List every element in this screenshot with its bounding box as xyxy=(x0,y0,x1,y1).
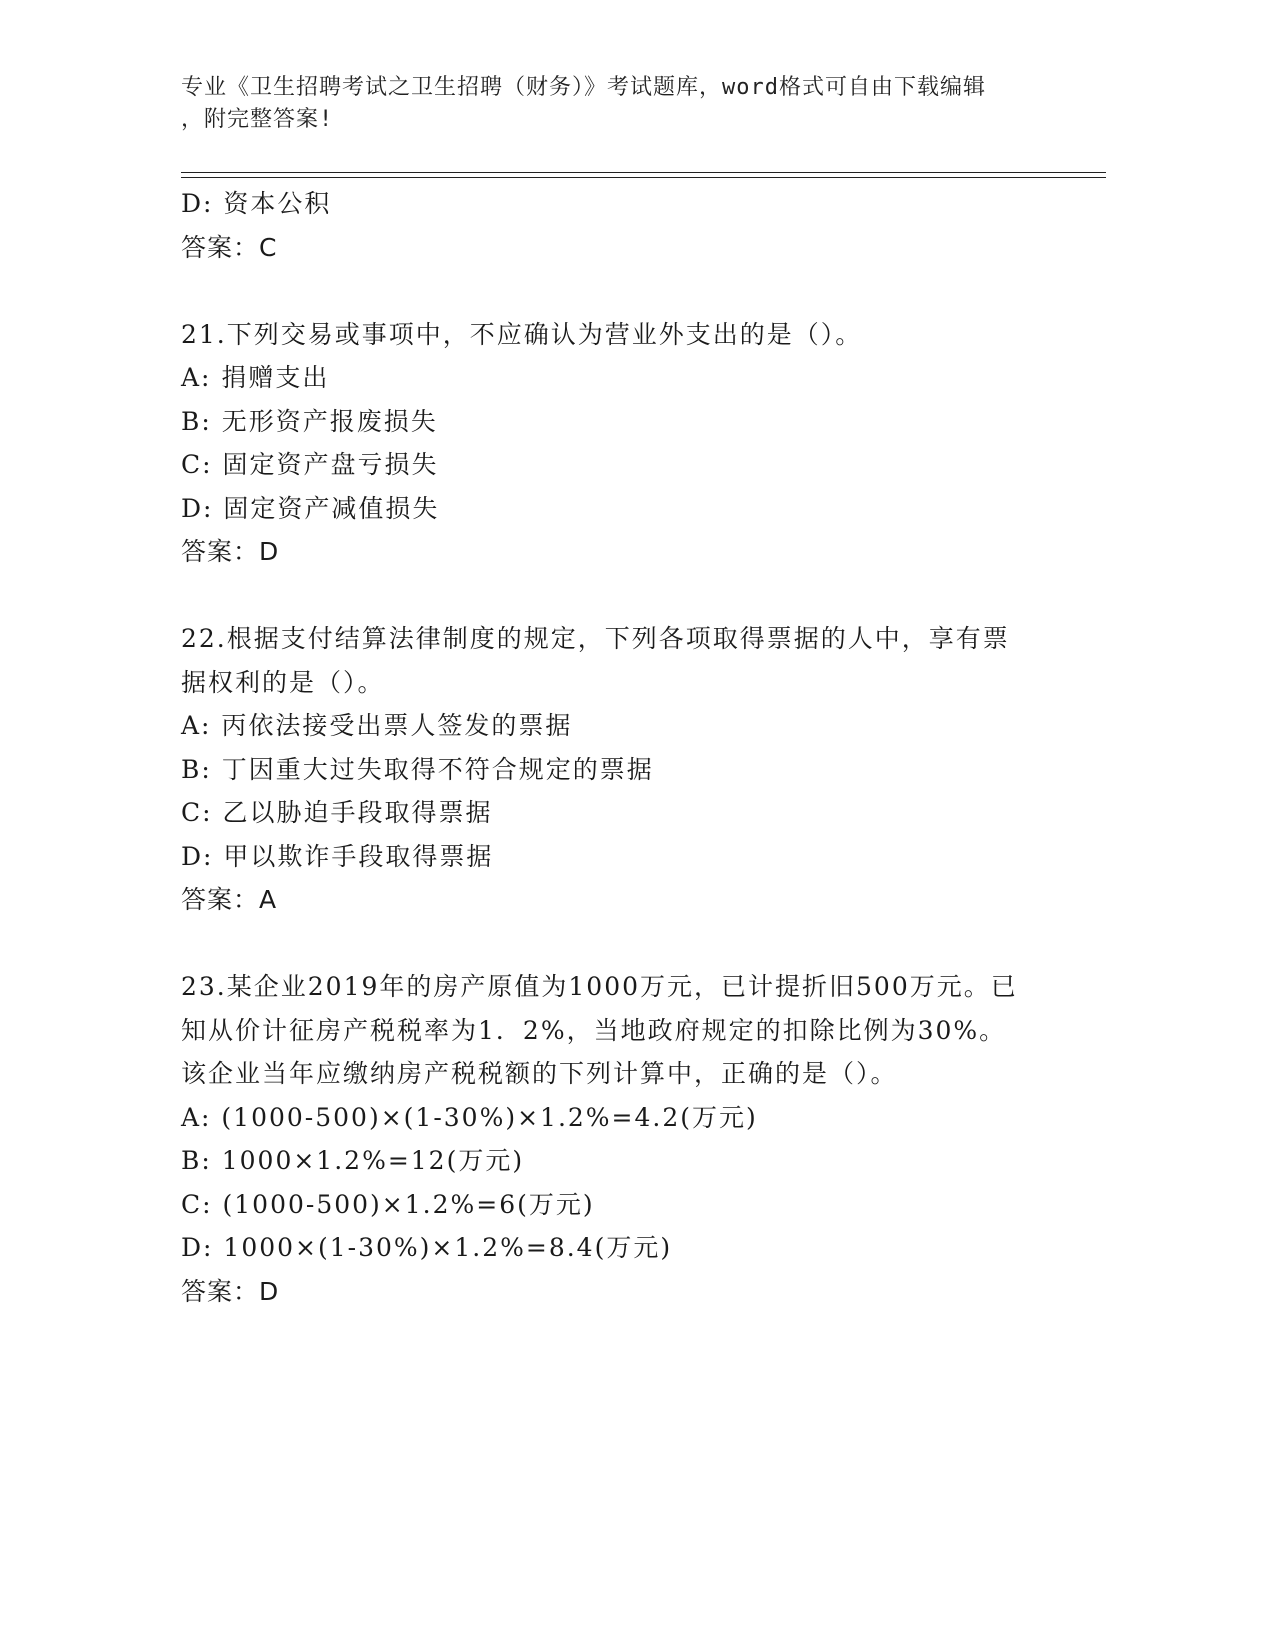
option-b: B: 丁因重大过失取得不符合规定的票据 xyxy=(181,754,654,784)
question-stem-line-3: 该企业当年应缴纳房产税税额的下列计算中，正确的是（）。 xyxy=(181,1059,898,1088)
document-body xyxy=(181,182,1041,1313)
answer-line: 答案：C xyxy=(181,232,278,262)
question-stem-line-2: 知从价计征房产税税率为1．2%，当地政府规定的扣除比例为30%。 xyxy=(181,1015,1007,1045)
question-23 xyxy=(181,965,1041,1313)
option-b: B: 1000×1.2%=12(万元) xyxy=(181,1146,525,1175)
answer-line: 答案：D xyxy=(181,537,280,566)
option-c: C: 固定资产盘亏损失 xyxy=(181,450,439,479)
question-stem-line-1: 23.某企业2019年的房产原值为1000万元，已计提折旧500万元。已 xyxy=(181,972,1018,1001)
option-d: D: 甲以欺诈手段取得票据 xyxy=(181,841,494,871)
spacer xyxy=(181,922,1041,966)
answer-line: 答案：D xyxy=(181,1276,280,1306)
header-divider xyxy=(181,172,1106,178)
option-c: C: (1000-500)×1.2%=6(万元) xyxy=(181,1189,595,1219)
option-b: B: 无形资产报废损失 xyxy=(181,406,438,436)
option-d: D: 1000×(1-30%)×1.2%=8.4(万元) xyxy=(181,1233,673,1262)
question-stem-line-2: 据权利的是（）。 xyxy=(181,667,385,697)
option-d: D: 资本公积 xyxy=(181,189,332,218)
header-line-1: 专业《卫生招聘考试之卫生招聘（财务）》考试题库，word格式可自由下载编辑 xyxy=(181,75,986,100)
option-a: A: 捐赠支出 xyxy=(181,363,330,392)
previous-question-tail xyxy=(181,182,1041,269)
option-a: A: 丙依法接受出票人签发的票据 xyxy=(181,711,573,740)
answer-line: 答案：A xyxy=(181,885,278,914)
spacer xyxy=(181,574,1041,618)
option-a: A: (1000-500)×(1-30%)×1.2%=4.2(万元) xyxy=(181,1102,758,1132)
question-stem-line-1: 22.根据支付结算法律制度的规定，下列各项取得票据的人中，享有票 xyxy=(181,624,1010,653)
header-line-2: ，附完整答案! xyxy=(181,107,334,132)
question-21 xyxy=(181,313,1041,574)
page-header xyxy=(181,72,1041,136)
option-d: D: 固定资产减值损失 xyxy=(181,493,440,523)
spacer xyxy=(181,269,1041,313)
question-22 xyxy=(181,617,1041,922)
option-c: C: 乙以胁迫手段取得票据 xyxy=(181,798,493,827)
question-stem: 21.下列交易或事项中，不应确认为营业外支出的是（）。 xyxy=(181,319,863,349)
